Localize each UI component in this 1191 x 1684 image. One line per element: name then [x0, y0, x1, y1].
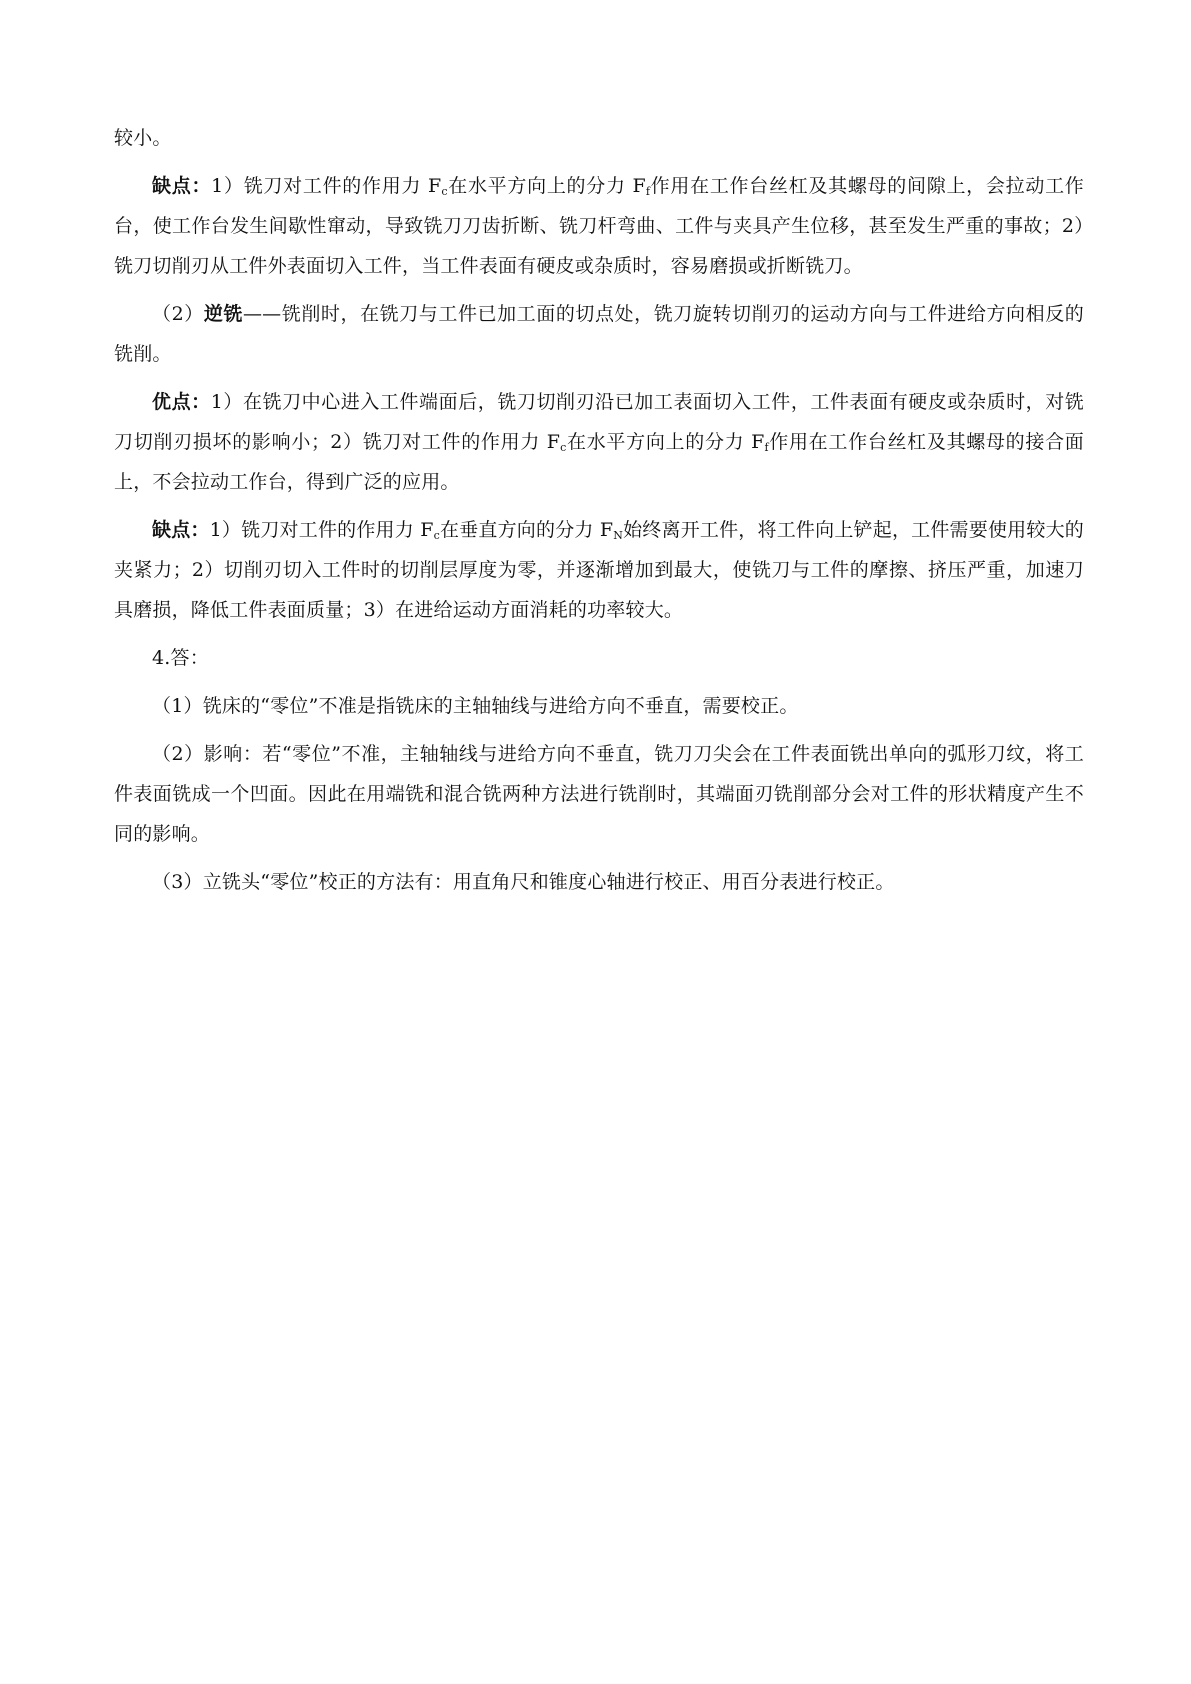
advantages-label: 优点： — [152, 391, 211, 413]
answer-number: 4.答： — [152, 647, 209, 669]
paragraph-text: 在水平方向上的分力 F — [447, 175, 646, 197]
document-body — [114, 118, 1084, 910]
subscript: f — [645, 185, 651, 198]
disadvantages-label: 缺点： — [152, 175, 212, 197]
subscript: c — [441, 185, 448, 198]
paragraph-text: 作用在工作台丝杠及其螺母的接合面上，不会拉动工作台，得到广泛的应用。 — [114, 431, 1084, 493]
paragraph-down-milling-disadvantages — [114, 166, 1084, 286]
paragraph-continuation — [114, 118, 1084, 158]
paragraph-text: （2）影响：若“零位”不准，主轴轴线与进给方向不垂直，铣刀刀尖会在工件表面铣出单向的弧形刀纹，将工件表面铣成一个凹面。因此在用端铣和混合铣两种方法进行铣削时，其端面刃铣削部分会对工件的形状精度产生不同的影响。 — [114, 743, 1084, 845]
paragraph-text: ——铣削时，在铣刀与工件已加工面的切点处，铣刀旋转切削刃的运动方向与工件进给方向相反的铣削。 — [114, 303, 1084, 365]
continuation-text: 较小。 — [114, 127, 172, 149]
up-milling-term: 逆铣 — [203, 303, 243, 325]
paragraph-text: 始终离开工件，将工件向上铲起，工件需要使用较大的夹紧力；2）切削刃切入工件时的切削层厚度为零，并逐渐增加到最大，使铣刀与工件的摩擦、挤压严重，加速刀具磨损，降低工件表面质量；3）在进给运动方面消耗的功率较大。 — [114, 519, 1084, 621]
disadvantages-label: 缺点： — [152, 519, 210, 541]
paragraph-zero-position-definition — [114, 686, 1084, 726]
paragraph-up-milling-disadvantages — [114, 510, 1084, 630]
paragraph-text: 作用在工作台丝杠及其螺母的间隙上，会拉动工作台，使工作台发生间歇性窜动，导致铣刀刀齿折断、铣刀杆弯曲、工件与夹具产生位移，甚至发生严重的事故；2）铣刀切削刃从工件外表面切入工件，当工件表面有硬皮或杂质时，容易磨损或折断铣刀。 — [114, 175, 1084, 277]
answer-heading — [114, 638, 1084, 678]
paragraph-text: （3）立铣头“零位”校正的方法有：用直角尺和锥度心轴进行校正、用百分表进行校正。 — [152, 871, 895, 893]
paragraph-up-milling-advantages — [114, 382, 1084, 502]
paragraph-text: （1）铣床的“零位”不准是指铣床的主轴轴线与进给方向不垂直，需要校正。 — [152, 695, 799, 717]
paragraph-text: 1）铣刀对工件的作用力 F — [211, 175, 442, 197]
paragraph-text: 1）在铣刀中心进入工件端面后，铣刀切削刃沿已加工表面切入工件，工件表面有硬皮或杂质时，对铣刀切削刃损坏的影响小；2）铣刀对工件的作用力 F — [114, 391, 1085, 453]
paragraph-zero-position-correction — [114, 862, 1084, 902]
paragraph-text: 在垂直方向的分力 F — [439, 519, 614, 541]
paragraph-up-milling-definition — [114, 294, 1084, 374]
paragraph-text: 在水平方向上的分力 F — [566, 431, 765, 453]
subscript: f — [764, 441, 769, 454]
subscript: c — [433, 529, 440, 542]
subscript: c — [560, 441, 567, 454]
subscript: N — [613, 529, 624, 542]
paragraph-text: （2） — [152, 303, 204, 325]
paragraph-zero-position-effect — [114, 734, 1084, 854]
paragraph-text: 1）铣刀对工件的作用力 F — [209, 519, 434, 541]
